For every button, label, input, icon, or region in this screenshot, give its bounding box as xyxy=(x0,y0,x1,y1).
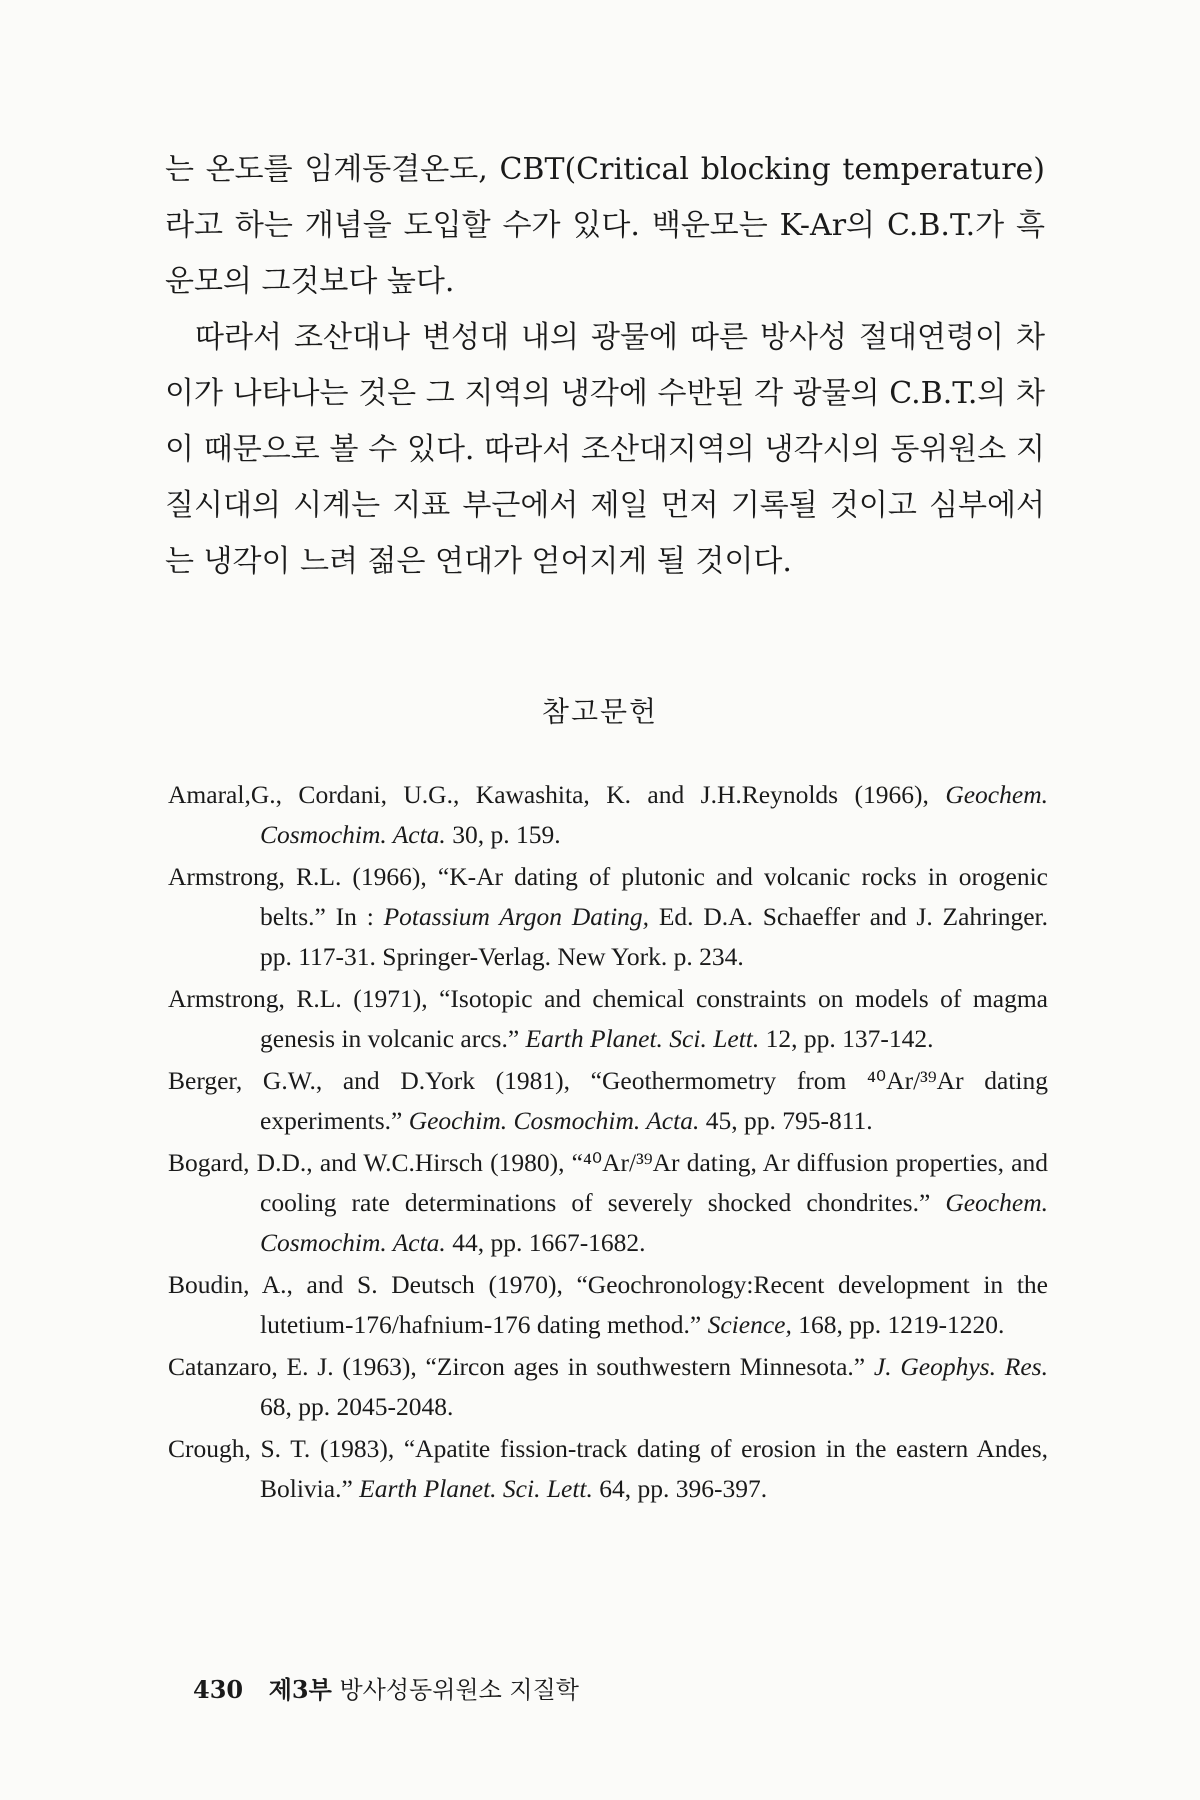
references-list xyxy=(168,775,1048,1511)
body-text xyxy=(165,142,1045,590)
reference-item: Bogard, D.D., and W.C.Hirsch (1980), “⁴⁰Ar/³⁹Ar dating, Ar diffusion properties, and cooling rate determinations of severely shocked chondrites.” Geochem. Cosmochim. Acta. 44, pp. 1667-1682. xyxy=(168,1148,1048,1257)
part-label: 제3부 xyxy=(268,1675,332,1704)
reference-item: Crough, S. T. (1983), “Apatite fission-track dating of erosion in the eastern Andes, Bolivia.” Earth Planet. Sci. Lett. 64, pp. 396-397. xyxy=(168,1434,1048,1503)
paragraph-1: 는 온도를 임계동결온도, CBT(Critical blocking temperature)라고 하는 개념을 도입할 수가 있다. 백운모는 K-Ar의 C.B.T.가 흑운모의 그것보다 높다. xyxy=(165,152,1045,299)
section-label: 방사성동위원소 지질학 xyxy=(339,1676,579,1704)
reference-item: Berger, G.W., and D.York (1981), “Geothermometry from ⁴⁰Ar/³⁹Ar dating experiments.” Geochim. Cosmochim. Acta. 45, pp. 795-811. xyxy=(168,1066,1048,1135)
references-heading: 참고문헌 xyxy=(541,695,659,728)
page-footer xyxy=(193,1670,579,1705)
reference-item: Armstrong, R.L. (1971), “Isotopic and chemical constraints on models of magma genesis in volcanic arcs.” Earth Planet. Sci. Lett. 12, pp. 137-142. xyxy=(168,984,1048,1053)
page-number: 430 xyxy=(193,1675,244,1704)
reference-item: Boudin, A., and S. Deutsch (1970), “Geochronology:Recent development in the lutetium-176/hafnium-176 dating method.” Science, 168, pp. 1219-1220. xyxy=(168,1270,1048,1339)
paragraph-2: 따라서 조산대나 변성대 내의 광물에 따른 방사성 절대연령이 차이가 나타나는 것은 그 지역의 냉각에 수반된 각 광물의 C.B.T.의 차이 때문으로 볼 수 있다. 따라서 조산대지역의 냉각시의 동위원소 지질시대의 시계는 지표 부근에서 제일 먼저 기록될 것이고 심부에서는 냉각이 느려 젊은 연대가 얻어지게 될 것이다. xyxy=(165,320,1045,579)
reference-item: Armstrong, R.L. (1966), “K-Ar dating of plutonic and volcanic rocks in orogenic belts.” In : Potassium Argon Dating, Ed. D.A. Schaeffer and J. Zahringer. pp. 117-31. Springer-Verlag. New York. p. 234. xyxy=(168,862,1049,971)
reference-item: Amaral,G., Cordani, U.G., Kawashita, K. and J.H.Reynolds (1966), Geochem. Cosmochim. Acta. 30, p. 159. xyxy=(168,780,1048,849)
reference-item: Catanzaro, E. J. (1963), “Zircon ages in southwestern Minnesota.” J. Geophys. Res. 68, pp. 2045-2048. xyxy=(168,1352,1048,1421)
